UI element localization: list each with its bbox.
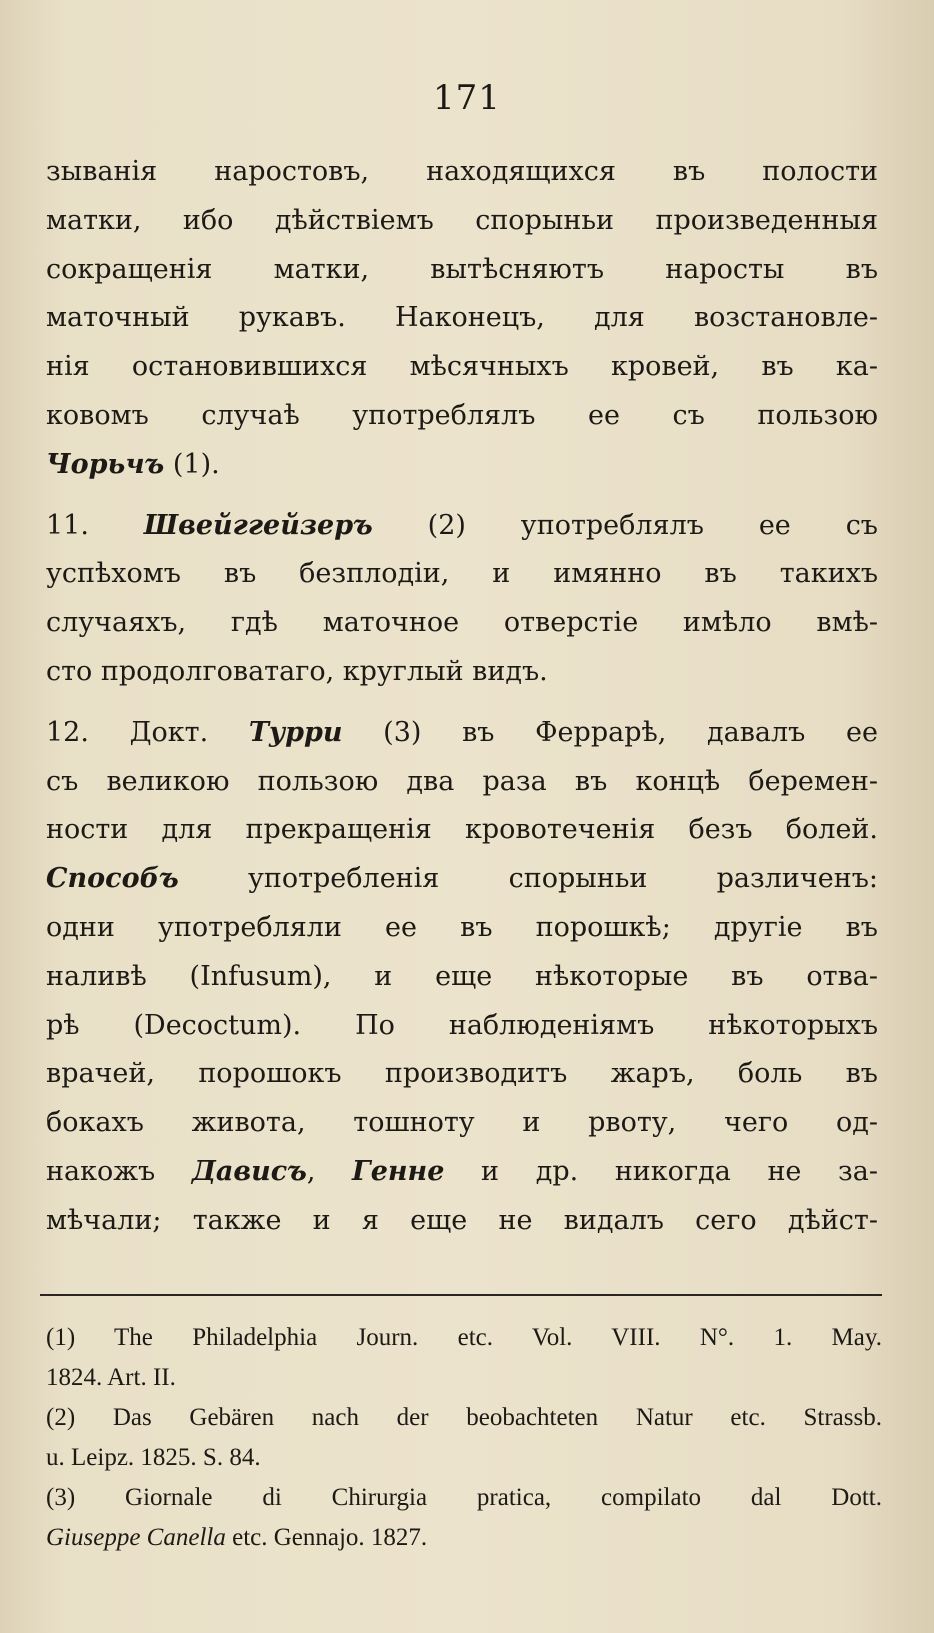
editor-name: Giuseppe Canella [46, 1524, 226, 1551]
text-line [46, 502, 878, 551]
paragraph-gap [46, 697, 878, 709]
text-fragment: накожъ [46, 1155, 192, 1187]
text-fragment: , [306, 1155, 353, 1187]
text-line: случаяхъ, гдѣ маточное отверстіе имѣло вмѣ- [46, 607, 878, 639]
author-name: Турри [248, 716, 343, 748]
text-line: сто продолговатаго, круглый видъ. [46, 655, 548, 687]
paragraph-gap [46, 490, 878, 502]
text-line [46, 709, 878, 758]
text-fragment: (1). [164, 448, 220, 480]
text-line: бокахъ живота, тошноту и рвоту, чего од- [46, 1107, 878, 1139]
footnote-line [46, 1518, 882, 1558]
text-line: одни употребляли ее въ порошкѣ; другіе въ [46, 911, 878, 943]
text-line: маточный рукавъ. Наконецъ, для возстановле- [46, 302, 878, 334]
section-term: Способъ [46, 863, 179, 895]
footnote-line: (2) Das Gebären nach der beobachteten Natur etc. Strassb. [46, 1404, 882, 1431]
author-name: Дависъ [191, 1155, 307, 1187]
footnote-line: (3) Giornale di Chirurgia pratica, compilato dal Dott. [46, 1484, 882, 1511]
author-name: Чорьчъ [46, 448, 165, 480]
text-line [46, 855, 878, 904]
footnote-line: (1) The Philadelphia Journ. etc. Vol. VIII. N°. 1. May. [46, 1324, 882, 1351]
text-line: успѣхомъ въ безплодіи, и имянно въ такихъ [46, 558, 878, 590]
author-name: Генне [352, 1155, 445, 1187]
footnote-line: u. Leipz. 1825. S. 84. [46, 1444, 261, 1471]
text-fragment: etc. Gennajo. 1827. [225, 1524, 428, 1551]
text-fragment: (3) въ Феррарѣ, давалъ ее [342, 716, 878, 748]
text-line: врачей, порошокъ производитъ жаръ, боль въ [46, 1058, 878, 1090]
text-line: зыванія наростовъ, находящихся въ полости [46, 156, 878, 187]
text-line: мѣчали; также и я еще не видалъ сего дѣйст- [46, 1204, 878, 1236]
main-text [46, 148, 878, 1246]
footnotes [46, 1318, 882, 1558]
text-line: ности для прекращенія кровотеченія безъ болей. [46, 814, 878, 846]
text-line: сокращенія матки, вытѣсняютъ наросты въ [46, 253, 878, 285]
text-fragment: употребленія спорыньи различенъ: [178, 863, 878, 895]
footnote-divider [40, 1294, 882, 1296]
text-line: ковомъ случаѣ употреблялъ ее съ пользою [46, 399, 878, 431]
page-number: 171 [433, 78, 501, 118]
footnote-line: 1824. Art. II. [46, 1364, 176, 1391]
author-name: Швейггейзеръ [143, 509, 373, 541]
text-line [46, 1148, 878, 1197]
text-line: матки, ибо дѣйствіемъ спорыньи произведенныя [46, 204, 878, 236]
text-fragment: 12. Докт. [46, 716, 249, 748]
text-fragment: (2) употреблялъ ее съ [372, 509, 878, 541]
text-line: съ великою пользою два раза въ концѣ беремен- [46, 765, 878, 797]
item-number: 11. [46, 509, 144, 541]
text-line: наливѣ (Infusum), и еще нѣкоторые въ отва- [46, 960, 878, 992]
text-line: нія остановившихся мѣсячныхъ кровей, въ ка- [46, 351, 878, 383]
text-line [46, 441, 878, 490]
text-line: рѣ (Decoctum). По наблюденіямъ нѣкоторыхъ [46, 1009, 878, 1041]
text-fragment: и др. никогда не за- [444, 1155, 878, 1187]
